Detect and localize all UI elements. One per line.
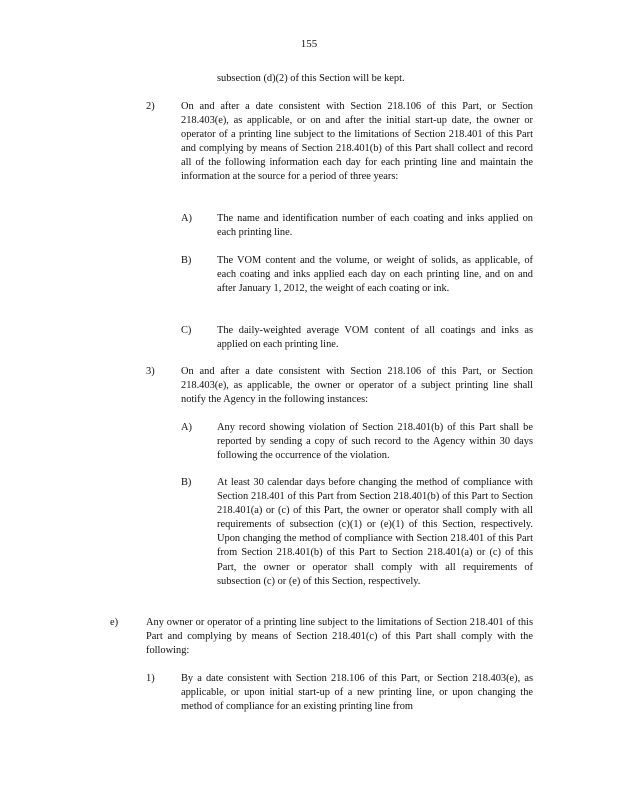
item-text-d2A: The name and identification number of each coating and inks applied on each printing line.	[217, 213, 533, 239]
item-text-d2B: The VOM content and the volume, or weight of solids, as applicable, of each coating and inks applied each day on each printing line, and on and after January 1, 2012, the weight of each coating or ink.	[217, 255, 533, 295]
item-text-d3B: At least 30 calendar days before changing the method of compliance with Section 218.401 of this Part from Section 218.401(b) of this Part to Section 218.401(a) or (c) of this Part, the owner or operator shall comply with all requirements of subsection (c)(1) or (e)(1) of this Section, respectively. Upon changing the method of compliance with Section 218.401 of this Part from Section 218.401(b) of this Part to Section 218.401(a) or (c) of this Part, the owner or operator shall comply with all requirements of subsection (c) or (e) of this Section, respectively.	[217, 477, 533, 587]
item-text-d2C: The daily-weighted average VOM content of all coatings and inks as applied on each printing line.	[217, 325, 533, 351]
item-text-d3A: Any record showing violation of Section 218.401(b) of this Part shall be reported by sending a copy of such record to the Agency within 30 days following the occurrence of the violation.	[217, 422, 533, 462]
item-label-d2B: B)	[181, 255, 192, 266]
item-label-e1: 1)	[146, 673, 155, 684]
item-text-d3: On and after a date consistent with Section 218.106 of this Part, or Section 218.403(e), as applicable, the owner or operator of a subject printing line shall notify the Agency in the following instances:	[181, 366, 533, 406]
item-label-d2A: A)	[181, 213, 192, 224]
continued-line: subsection (d)(2) of this Section will be kept.	[217, 73, 405, 84]
item-label-d3: 3)	[146, 366, 155, 377]
item-label-d3B: B)	[181, 477, 192, 488]
item-label-d2C: C)	[181, 325, 192, 336]
item-text-d2: On and after a date consistent with Section 218.106 of this Part, or Section 218.403(e), as applicable, or on and after the initial start-up date, the owner or operator of a printing line subject to the limitations of Section 218.401 of this Part and complying by means of Section 218.401(b) of this Part shall collect and record all of the following information each day for each printing line and maintain the information at the source for a period of three years:	[181, 101, 533, 183]
page-number: 155	[300, 38, 318, 50]
item-label-d3A: A)	[181, 422, 192, 433]
item-text-e1: By a date consistent with Section 218.106 of this Part, or Section 218.403(e), as applicable, or upon initial start-up of a new printing line, or upon changing the method of compliance for an existing printing line from	[181, 673, 533, 713]
item-text-e: Any owner or operator of a printing line subject to the limitations of Section 218.401 of this Part and complying by means of Section 218.401(c) of this Part shall comply with the following:	[146, 617, 533, 657]
item-label-e: e)	[110, 617, 119, 628]
item-label-d2: 2)	[146, 101, 155, 112]
